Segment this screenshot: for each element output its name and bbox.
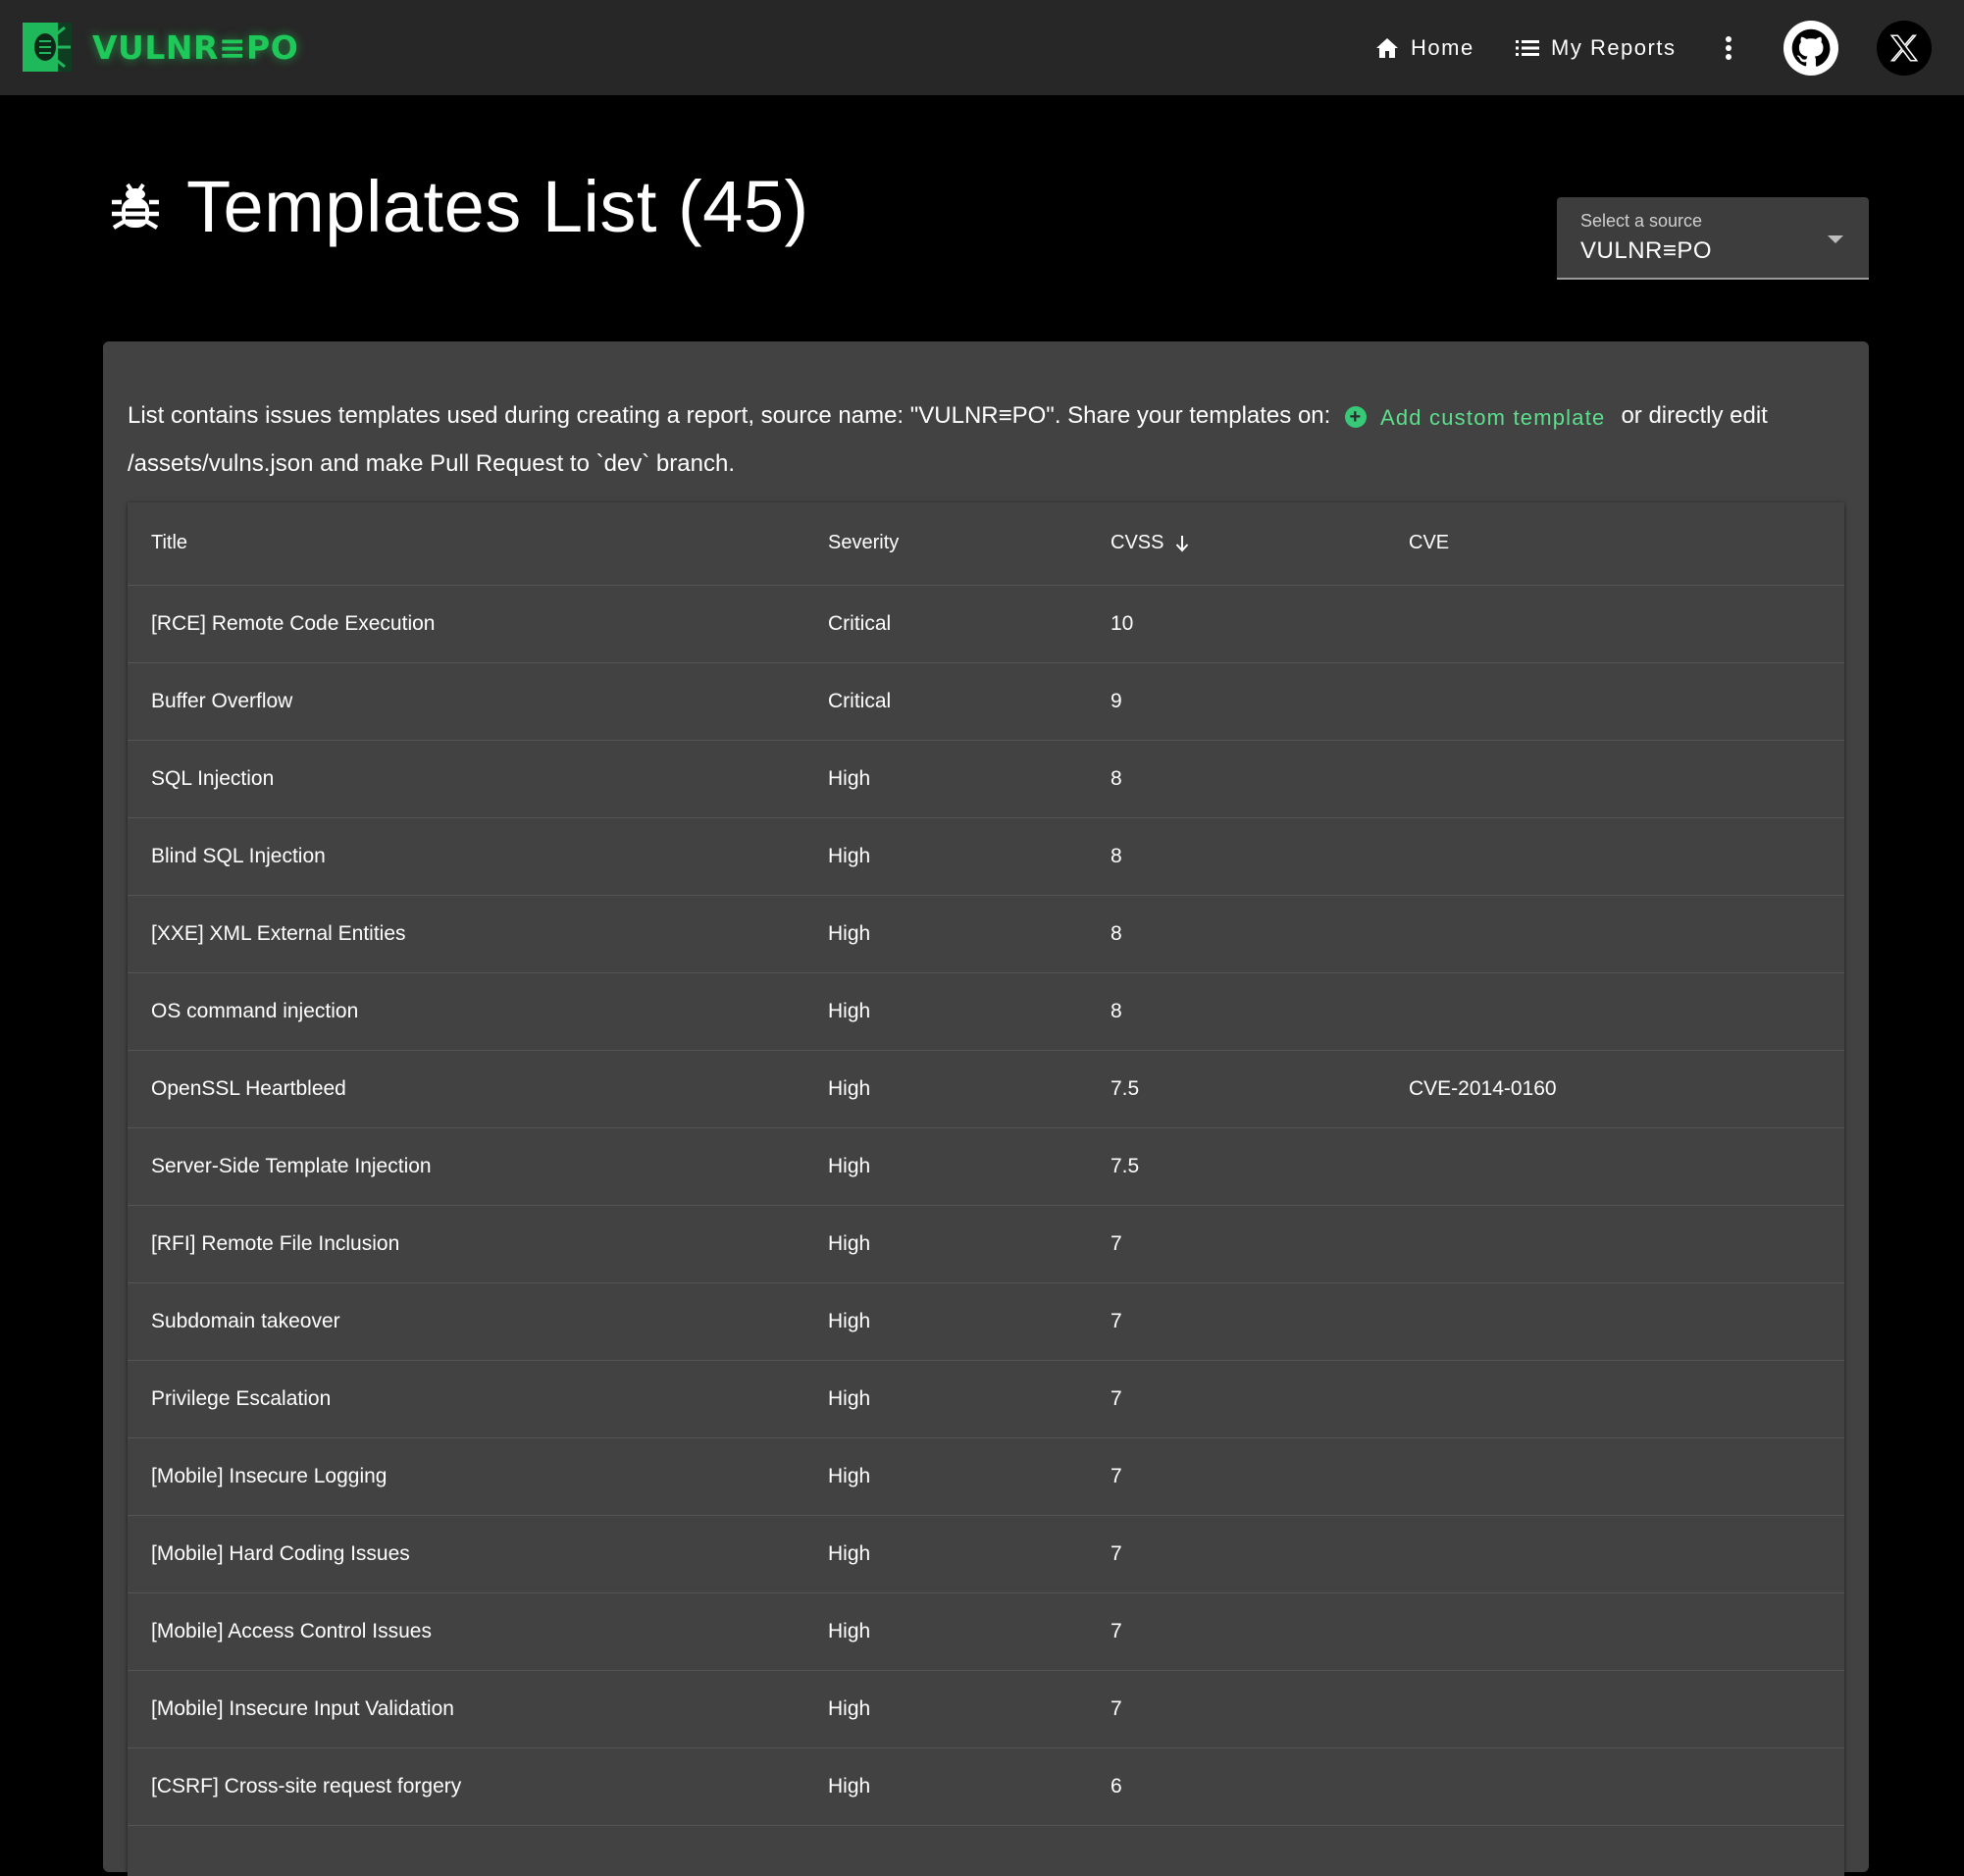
table-body	[128, 585, 1844, 1825]
cell-cvss: 8	[1087, 817, 1385, 895]
cell-title: OS command injection	[128, 972, 804, 1050]
cell-title: Privilege Escalation	[128, 1360, 804, 1437]
source-select-label: Select a source	[1580, 211, 1703, 231]
templates-table	[128, 502, 1844, 1826]
more-menu-button[interactable]	[1709, 0, 1748, 95]
cell-severity: High	[804, 895, 1087, 972]
brand-logo-icon	[22, 22, 73, 73]
cell-cvss: 7	[1087, 1205, 1385, 1282]
templates-table-container	[128, 502, 1844, 1876]
cell-cve	[1385, 817, 1844, 895]
cell-title: Server-Side Template Injection	[128, 1127, 804, 1205]
cell-severity: High	[804, 1670, 1087, 1747]
table-row[interactable]	[128, 1050, 1844, 1127]
cell-cvss: 7	[1087, 1437, 1385, 1515]
cell-severity: High	[804, 1127, 1087, 1205]
cell-cve	[1385, 662, 1844, 740]
cell-cvss: 7	[1087, 1670, 1385, 1747]
cell-title: Subdomain takeover	[128, 1282, 804, 1360]
cell-severity: Critical	[804, 585, 1087, 662]
add-circle-icon: +	[1345, 406, 1367, 428]
cell-cvss: 7	[1087, 1360, 1385, 1437]
intro-text-after: or directly edit /assets/vulns.json and make Pull Request to `dev` branch.	[128, 402, 1768, 477]
nav-home-wrap	[1366, 0, 1484, 95]
github-icon	[1783, 21, 1838, 76]
cell-cve	[1385, 1282, 1844, 1360]
cell-title: [CSRF] Cross-site request forgery	[128, 1747, 804, 1825]
table-row[interactable]	[128, 1592, 1844, 1670]
cell-title: [Mobile] Hard Coding Issues	[128, 1515, 804, 1592]
cell-cve	[1385, 1747, 1844, 1825]
cell-title: [XXE] XML External Entities	[128, 895, 804, 972]
table-row[interactable]	[128, 1437, 1844, 1515]
column-header-cvss-label: CVSS	[1111, 532, 1164, 554]
table-row[interactable]	[128, 1360, 1844, 1437]
home-button[interactable]	[1366, 25, 1484, 72]
cell-title: OpenSSL Heartbleed	[128, 1050, 804, 1127]
cell-cvss: 8	[1087, 972, 1385, 1050]
sort-descending-icon	[1175, 535, 1189, 552]
cell-title: [RFI] Remote File Inclusion	[128, 1205, 804, 1282]
cell-severity: High	[804, 817, 1087, 895]
table-row[interactable]	[128, 1205, 1844, 1282]
cell-cve	[1385, 1205, 1844, 1282]
x-icon	[1877, 21, 1932, 76]
cell-title: [RCE] Remote Code Execution	[128, 585, 804, 662]
cell-title: SQL Injection	[128, 740, 804, 817]
cell-cve	[1385, 1515, 1844, 1592]
cell-severity: High	[804, 740, 1087, 817]
source-select-value: VULNR≡PO	[1580, 237, 1713, 264]
table-row[interactable]	[128, 895, 1844, 972]
cell-title: Blind SQL Injection	[128, 817, 804, 895]
brand-name: VULNR≡PO	[92, 27, 299, 67]
cell-cvss: 6	[1087, 1747, 1385, 1825]
nav-reports-wrap	[1506, 0, 1685, 95]
table-row[interactable]	[128, 1747, 1844, 1825]
list-icon	[1516, 39, 1539, 57]
bug-icon	[110, 179, 161, 234]
add-custom-template-label: Add custom template	[1379, 404, 1606, 430]
cell-cve	[1385, 1592, 1844, 1670]
source-select[interactable]	[1557, 197, 1869, 280]
top-toolbar	[0, 0, 1964, 95]
cell-title: Buffer Overflow	[128, 662, 804, 740]
table-row[interactable]	[128, 1282, 1844, 1360]
cell-cvss: 7	[1087, 1282, 1385, 1360]
cell-severity: High	[804, 1205, 1087, 1282]
cell-cve	[1385, 1360, 1844, 1437]
cell-cve	[1385, 1670, 1844, 1747]
cell-cve	[1385, 1127, 1844, 1205]
my-reports-label: My Reports	[1551, 34, 1677, 60]
table-row[interactable]	[128, 1127, 1844, 1205]
cell-cvss: 9	[1087, 662, 1385, 740]
x-link[interactable]	[1877, 0, 1932, 95]
table-row[interactable]	[128, 817, 1844, 895]
column-header-cve[interactable]: CVE	[1385, 502, 1844, 585]
cell-cvss: 8	[1087, 740, 1385, 817]
table-row[interactable]	[128, 1515, 1844, 1592]
cell-severity: High	[804, 1747, 1087, 1825]
cell-cve	[1385, 585, 1844, 662]
dropdown-arrow-icon	[1828, 235, 1843, 243]
cell-cve	[1385, 972, 1844, 1050]
cell-severity: High	[804, 1592, 1087, 1670]
cell-severity: High	[804, 1282, 1087, 1360]
cell-cvss: 7	[1087, 1515, 1385, 1592]
home-icon	[1375, 37, 1399, 59]
cell-cve	[1385, 1437, 1844, 1515]
cell-cvss: 7.5	[1087, 1127, 1385, 1205]
brand[interactable]	[22, 22, 298, 73]
home-label: Home	[1411, 34, 1474, 60]
intro-text	[128, 392, 1854, 487]
cell-severity: High	[804, 972, 1087, 1050]
table-header-row	[128, 502, 1844, 585]
intro-text-before: List contains issues templates used during creating a report, source name: "VULNR≡PO". Share your templates on:	[128, 402, 1331, 429]
column-header-title[interactable]: Title	[128, 502, 804, 585]
cell-cve	[1385, 740, 1844, 817]
table-row[interactable]	[128, 1670, 1844, 1747]
cell-title: [Mobile] Insecure Logging	[128, 1437, 804, 1515]
cell-cvss: 10	[1087, 585, 1385, 662]
cell-cvss: 8	[1087, 895, 1385, 972]
cell-cve: CVE-2014-0160	[1385, 1050, 1844, 1127]
table-row[interactable]	[128, 585, 1844, 662]
cell-severity: High	[804, 1050, 1087, 1127]
table-row[interactable]	[128, 662, 1844, 740]
my-reports-button[interactable]	[1506, 25, 1685, 72]
templates-card	[103, 341, 1869, 1872]
cell-cve	[1385, 895, 1844, 972]
cell-severity: High	[804, 1360, 1087, 1437]
column-header-cvss[interactable]	[1087, 502, 1385, 585]
table-row[interactable]	[128, 972, 1844, 1050]
cell-title: [Mobile] Insecure Input Validation	[128, 1670, 804, 1747]
cell-severity: Critical	[804, 662, 1087, 740]
cell-cvss: 7	[1087, 1592, 1385, 1670]
column-header-severity[interactable]: Severity	[804, 502, 1087, 585]
cell-cvss: 7.5	[1087, 1050, 1385, 1127]
table-row[interactable]	[128, 740, 1844, 817]
cell-title: [Mobile] Access Control Issues	[128, 1592, 804, 1670]
more-vert-icon	[1725, 35, 1732, 61]
add-custom-template-link[interactable]	[1345, 394, 1605, 441]
cell-severity: High	[804, 1437, 1087, 1515]
page-title: Templates List (45)	[186, 165, 809, 247]
cell-severity: High	[804, 1515, 1087, 1592]
page-header	[110, 162, 809, 250]
github-link[interactable]	[1783, 0, 1838, 95]
